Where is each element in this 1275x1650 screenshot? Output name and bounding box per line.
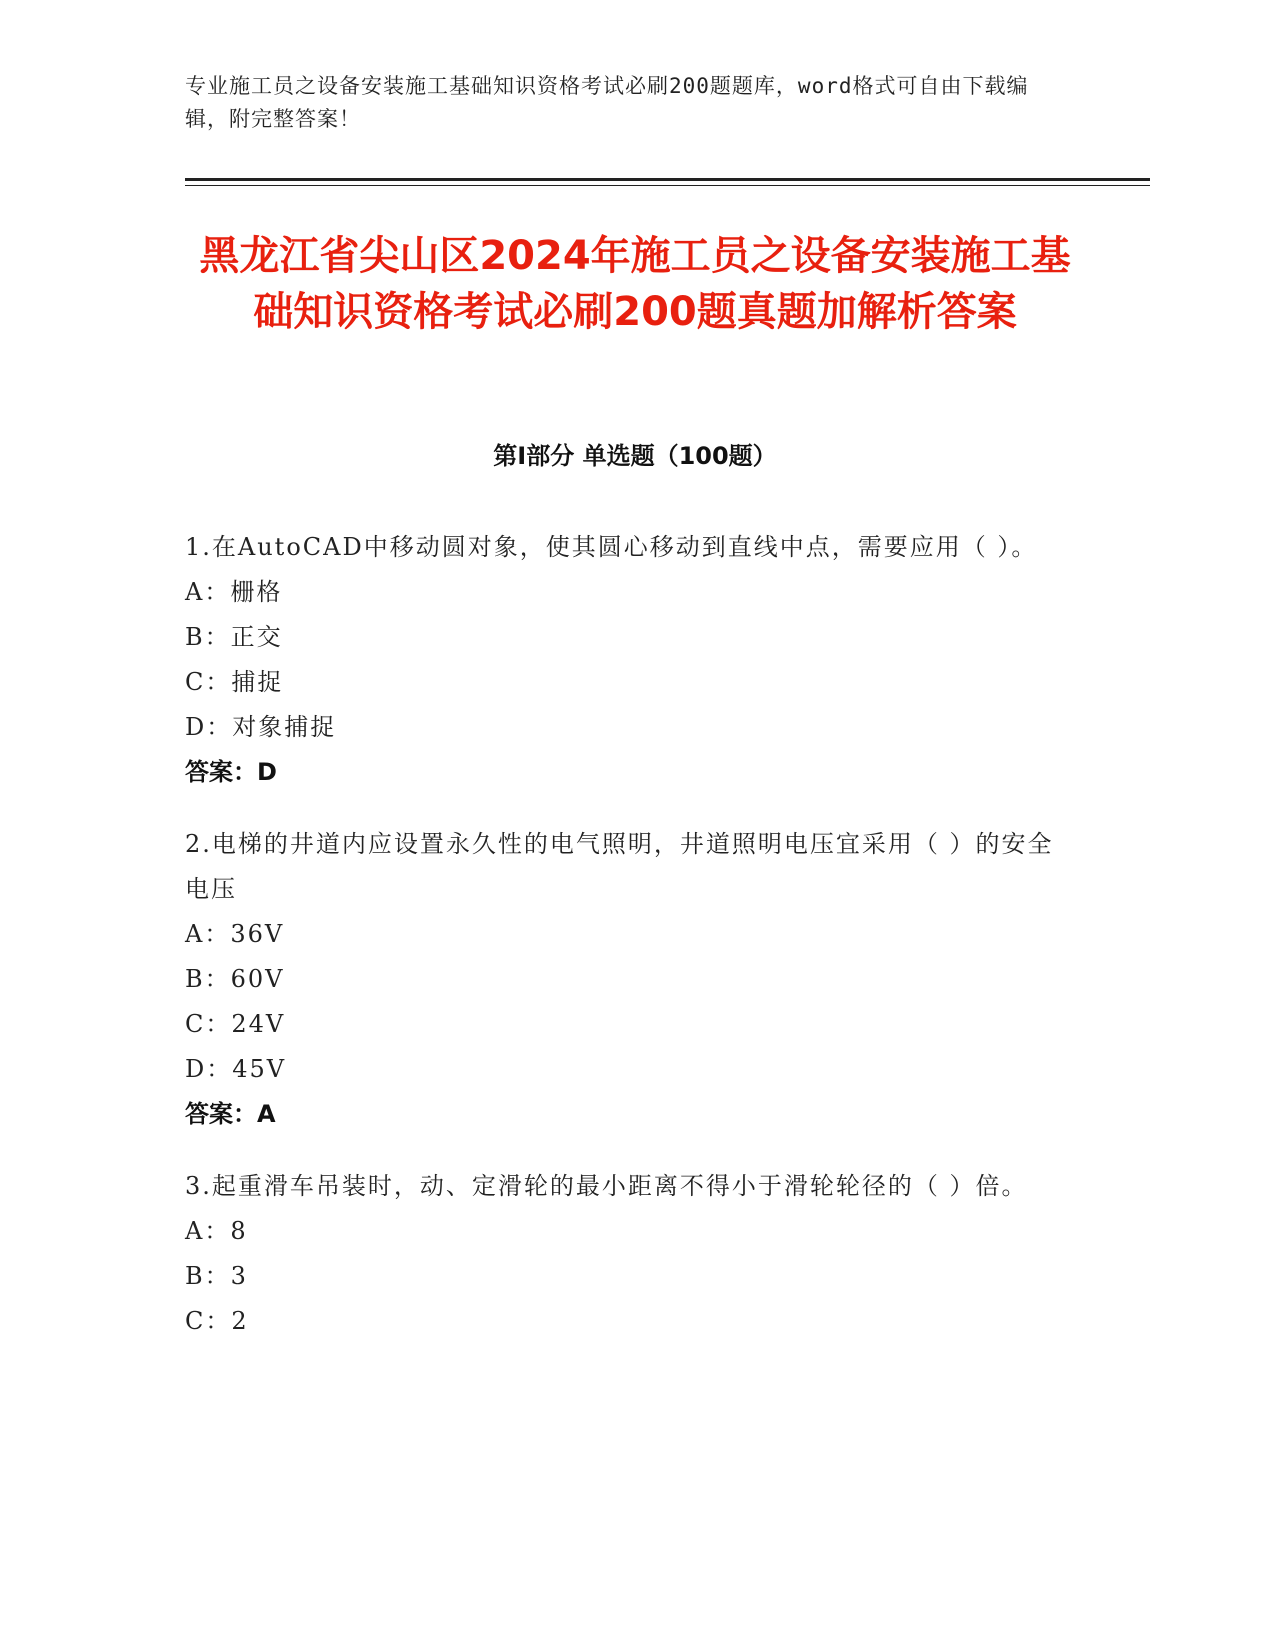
option-d: D：45V — [185, 1055, 287, 1083]
answer: 答案：A — [185, 1100, 276, 1128]
option-d: D：对象捕捉 — [185, 713, 337, 741]
question-2 — [185, 822, 1065, 1137]
header-rule-thick — [185, 178, 1150, 181]
option-a: A：8 — [185, 1217, 248, 1245]
option-c: C：24V — [185, 1010, 286, 1038]
question-stem: 1.在AutoCAD中移动圆对象，使其圆心移动到直线中点，需要应用（ ）。 — [185, 533, 1038, 561]
option-a: A：栅格 — [185, 578, 283, 606]
answer: 答案：D — [185, 758, 277, 786]
option-b: B：正交 — [185, 623, 283, 651]
section-title: 第Ⅰ部分 单选题（100题） — [493, 442, 777, 470]
question-stem: 3.起重滑车吊装时，动、定滑轮的最小距离不得小于滑轮轮径的（ ）倍。 — [185, 1172, 1028, 1200]
document-title: 黑龙江省尖山区2024年施工员之设备安装施工基础知识资格考试必刷200题真题加解析答案 — [199, 233, 1071, 335]
option-a: A：36V — [185, 920, 285, 948]
question-1 — [185, 525, 1065, 795]
header-note: 专业施工员之设备安装施工基础知识资格考试必刷200题题库，word格式可自由下载编辑，附完整答案！ — [185, 74, 1029, 131]
question-stem: 2.电梯的井道内应设置永久性的电气照明，井道照明电压宜采用（ ）的安全电压 — [185, 830, 1054, 903]
header-rule-thin — [185, 185, 1150, 186]
question-3 — [185, 1164, 1065, 1344]
option-c: C：2 — [185, 1307, 249, 1335]
option-b: B：3 — [185, 1262, 248, 1290]
option-b: B：60V — [185, 965, 285, 993]
option-c: C：捕捉 — [185, 668, 284, 696]
question-list — [185, 525, 1065, 1371]
